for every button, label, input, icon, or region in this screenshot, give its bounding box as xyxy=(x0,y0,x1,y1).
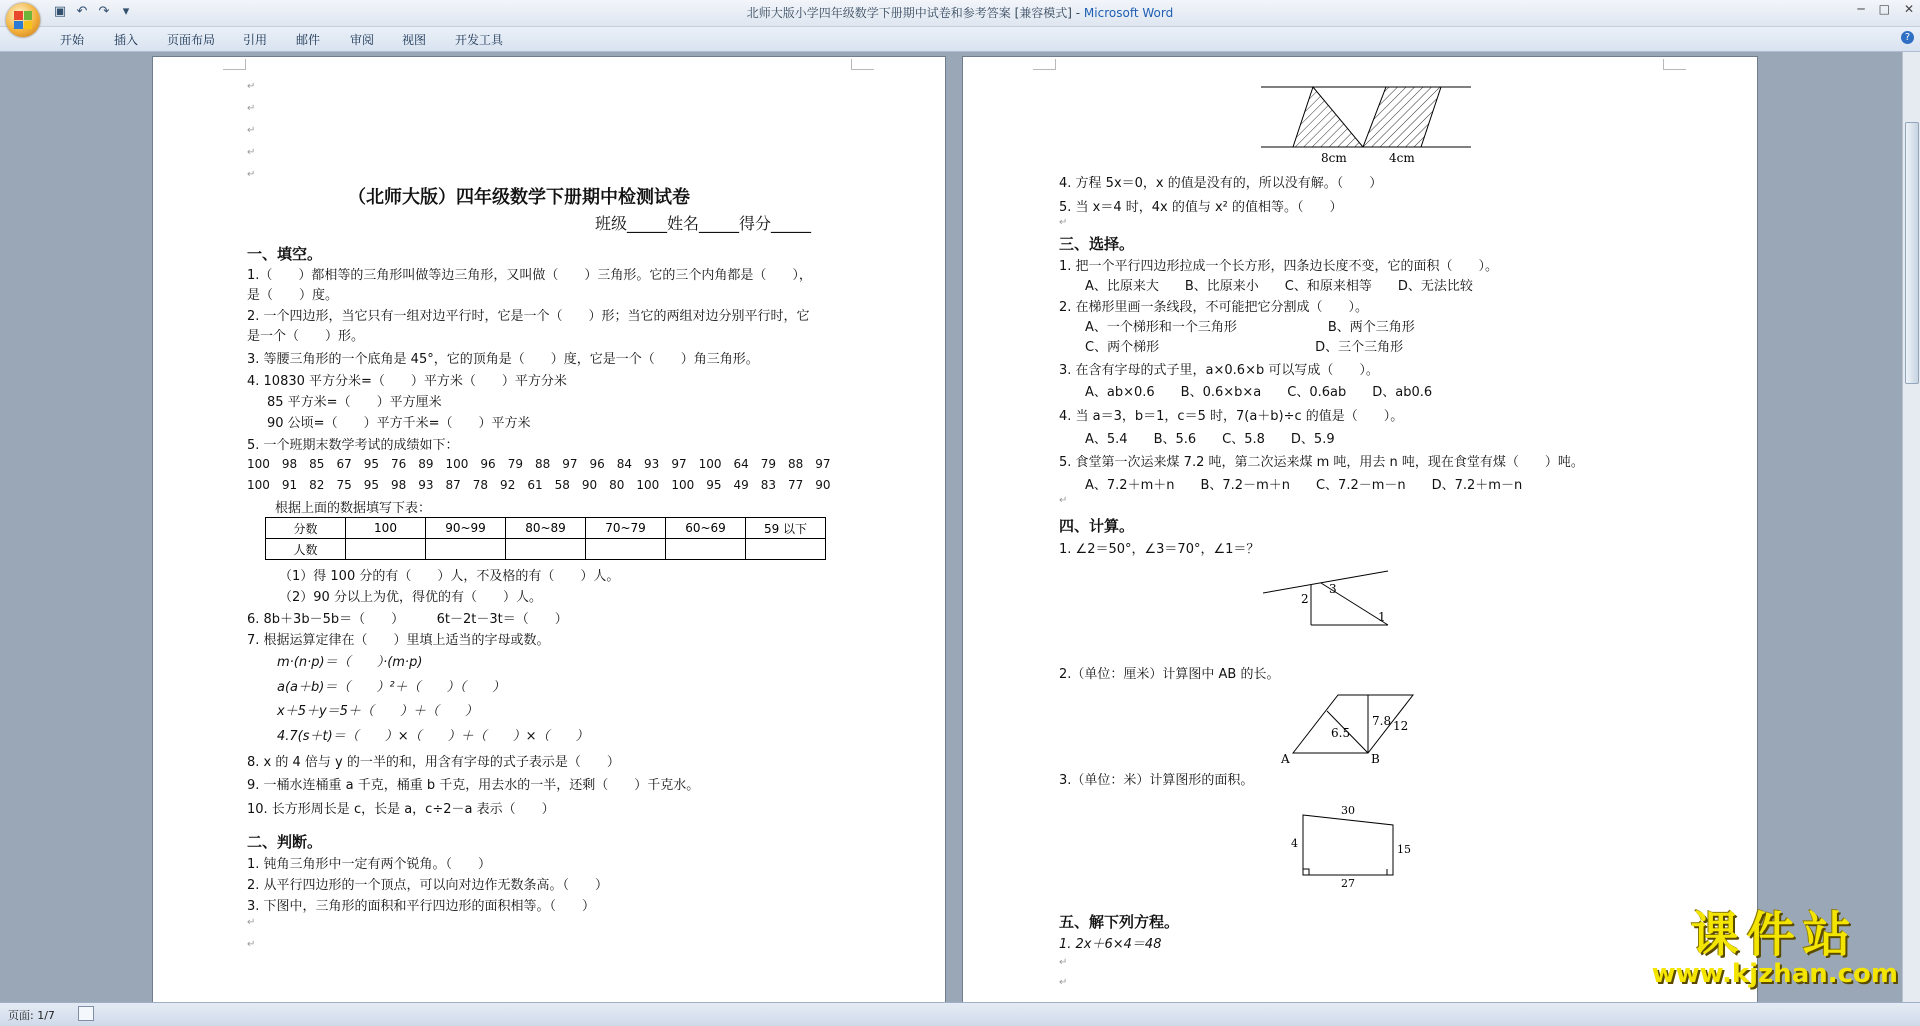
document-page-2[interactable]: 8cm 4cm 4. 方程 5x＝0，x 的值是没有的，所以没有解。（ ） 5. 当 x＝4 时，4x 的值与 x² 的值相等。（ ） ↵ 三、选择。 1. 把一个平行四边形拉成一个长方形，四条边长度不变，它的面积（ ）。 A、比原来大 B、比原来小 C、和原来相等 D、无法比较 2. 在梯形里画一条线段，不可能把它分割成（ ）。 A、一个梯形和一个三角形 B、两个三角形 C、两个梯形 D、三个三角形 3. 在含有字母的式子里，a×0.6×b 可以写成（ ）。 A、ab×0.6 B、0.6×b×a C、0.6ab D、ab0.6 4. 当 a＝3，b＝1，c＝5 时，7(a＋b)÷c 的值是（ ）。 A、5.4 B、5.6 C、5.8 D、5.9 5. 食堂第一次运来煤 7.2 吨，第二次运来煤 m 吨，用去 n 吨，现在食堂有煤（ ）吨。 A、7.2＋m＋n B、7.2－m＋n C、7.2－m－n D、7.2＋m－n ↵ 四、计算。 1. ∠2＝50°，∠3＝70°，∠1＝？ 2 3 1 2.（单位：厘米）计算图中 AB 的长。 7.8 6.5 12 A B 3.（单位：米）计算图形的面积。 30 4 15 27 五、解下列方程。 1. 2x＋6×4＝48 ↵ ↵ xyxy=(962,56,1758,1002)
section-true-false: 二、判断。 xyxy=(247,831,322,852)
scrollbar-thumb[interactable] xyxy=(1905,122,1919,384)
window-controls xyxy=(1857,2,1914,16)
figure-label: 8cm xyxy=(1321,151,1347,165)
question-text: 5. 当 x＝4 时，4x 的值与 x² 的值相等。（ ） xyxy=(1059,196,1343,215)
office-button[interactable] xyxy=(6,3,40,37)
help-icon[interactable]: ? xyxy=(1901,31,1914,44)
table-cell: 59 以下 xyxy=(746,518,826,539)
ribbon-tabs xyxy=(0,27,1920,52)
tab-page-layout[interactable]: 页面布局 xyxy=(167,31,215,48)
question-text: 4. 10830 平方分米=（ ）平方米（ ）平方分米 xyxy=(247,370,567,389)
formula-line: 4.7(s＋t)＝（ ）×（ ）＋（ ）×（ ） xyxy=(277,725,588,744)
question-text: 1.（ ）都相等的三角形叫做等边三角形，又叫做（ ）三角形。它的三个内角都是（ ）， xyxy=(247,264,812,283)
question-text: 2.（单位：厘米）计算图中 AB 的长。 xyxy=(1059,663,1279,682)
status-bar xyxy=(0,1002,1920,1026)
title-bar xyxy=(0,0,1920,27)
question-text: 3. 在含有字母的式子里，a×0.6×b 可以写成（ ）。 xyxy=(1059,359,1379,378)
table-cell: 分数 xyxy=(266,518,346,539)
question-text: （1）得 100 分的有（ ）人，不及格的有（ ）人。 xyxy=(279,565,619,584)
document-workspace xyxy=(0,52,1903,1002)
question-text: 9. 一桶水连桶重 a 千克，桶重 b 千克，用去水的一半，还剩（ ）千克水。 xyxy=(247,774,699,793)
question-text: 2. 一个四边形，当它只有一组对边平行时，它是一个（ ）形；当它的两组对边分别平行时，它 xyxy=(247,305,810,324)
side-label: 30 xyxy=(1341,804,1355,817)
parallelogram-ab-figure xyxy=(1273,683,1423,765)
question-text: 2. 在梯形里画一条线段，不可能把它分割成（ ）。 xyxy=(1059,296,1368,315)
angle-figure xyxy=(1263,563,1393,633)
table-cell: 80~89 xyxy=(506,518,586,539)
tab-home[interactable]: 开始 xyxy=(60,31,84,48)
table-cell: 90~99 xyxy=(426,518,506,539)
score-list: 100 91 82 75 95 98 93 87 78 92 61 58 90 80 100 100 95 49 83 77 90 xyxy=(247,476,831,493)
choice-options: A、7.2＋m＋n B、7.2－m＋n C、7.2－m－n D、7.2＋m－n xyxy=(1085,474,1522,493)
redo-icon[interactable]: ↷ xyxy=(96,4,112,20)
table-cell xyxy=(586,539,666,560)
choice-options: A、一个梯形和一个三角形 B、两个三角形 xyxy=(1085,316,1415,335)
table-row xyxy=(266,539,826,560)
save-icon[interactable]: ▣ xyxy=(52,4,68,20)
tab-developer[interactable]: 开发工具 xyxy=(455,31,503,48)
length-label: 6.5 xyxy=(1331,726,1350,740)
document-page-1[interactable]: ↵ ↵ ↵ ↵ ↵ （北师大版）四年级数学下册期中检测试卷 班级_____姓名_____得分_____ 一、填空。 1.（ ）都相等的三角形叫做等边三角形，又叫做（ ）三角形。它的三个内角都是（ ）， 是（ ）度。 2. 一个四边形，当它只有一组对边平行时，它是一个（ ）形；当它的两组对边分别平行时，它 是一个（ ）形。 3. 等腰三角形的一个底角是 45°，它的顶角是（ ）度，它是一个（ ）角三角形。 4. 10830 平方分米=（ ）平方米（ ）平方分米 85 平方米=（ ）平方厘米 90 公顷=（ ）平方千米=（ ）平方米 5. 一个班期末数学考试的成绩如下： 100 98 85 67 95 76 89 100 96 79 88 97 96 84 93 97 100 64 79 88 97 100 91 82 75 95 98 93 87 78 92 61 58 90 80 100 100 95 49 83 77 90 根据上面的数据填写下表： 分数 100 90~99 80~89 70~79 60~69 59 以下 人数 （1）得 100 分的有（ ）人，不及格的有（ ）人。 （2）90 分以上为优，得优的有（ ）人。 6. 8b＋3b－5b＝（ ） 6t－2t－3t＝（ ） 7. 根据运算定律在（ ）里填上适当的字母或数。 m·(n·p)＝（ ）·(m·p) a(a＋b)＝（ ）²＋（ ）（ ） x＋5＋y＝5＋（ ）＋（ ） 4.7(s＋t)＝（ ）×（ ）＋（ ）×（ ） 8. x 的 4 倍与 y 的一半的和，用含有字母的式子表示是（ ） 9. 一桶水连桶重 a 千克，桶重 b 千克，用去水的一半，还剩（ ）千克水。 10. 长方形周长是 c，长是 a，c÷2－a 表示（ ） 二、判断。 1. 钝角三角形中一定有两个锐角。（ ） 2. 从平行四边形的一个顶点，可以向对边作无数条高。（ ） 3. 下图中，三角形的面积和平行四边形的面积相等。（ ） ↵ ↵ xyxy=(152,56,946,1002)
tab-mailings[interactable]: 邮件 xyxy=(296,31,320,48)
table-row xyxy=(266,518,826,539)
table-cell xyxy=(346,539,426,560)
page-count[interactable]: 页面: 1/7 xyxy=(8,1007,55,1023)
section-calculation: 四、计算。 xyxy=(1059,515,1134,536)
question-text: 85 平方米=（ ）平方厘米 xyxy=(267,391,442,410)
choice-options: C、两个梯形 D、三个三角形 xyxy=(1085,336,1403,355)
table-cell xyxy=(746,539,826,560)
margin-corner xyxy=(223,59,246,70)
watermark-brand: 课件站 xyxy=(1652,896,1898,965)
section-multiple-choice: 三、选择。 xyxy=(1059,233,1134,254)
question-text: 1. 钝角三角形中一定有两个锐角。（ ） xyxy=(247,853,491,872)
score-table xyxy=(265,517,826,560)
table-cell: 人数 xyxy=(266,539,346,560)
question-text: 2. 从平行四边形的一个顶点，可以向对边作无数条高。（ ） xyxy=(247,874,608,893)
vertical-scrollbar[interactable] xyxy=(1902,52,1920,1002)
choice-options: A、比原来大 B、比原来小 C、和原来相等 D、无法比较 xyxy=(1085,275,1473,294)
table-cell: 100 xyxy=(346,518,426,539)
parallelogram-triangle-figure xyxy=(1261,79,1471,169)
table-cell: 60~69 xyxy=(666,518,746,539)
brand-watermark xyxy=(1652,896,1898,989)
formula-line: a(a＋b)＝（ ）²＋（ ）（ ） xyxy=(277,676,505,695)
question-text: 1. ∠2＝50°，∠3＝70°，∠1＝？ xyxy=(1059,538,1259,557)
angle-label: 3 xyxy=(1329,582,1337,596)
side-label: 4 xyxy=(1291,837,1298,850)
exam-title: （北师大版）四年级数学下册期中检测试卷 xyxy=(348,183,690,209)
table-cell xyxy=(666,539,746,560)
undo-icon[interactable]: ↶ xyxy=(74,4,90,20)
margin-corner xyxy=(1663,59,1686,70)
tab-insert[interactable]: 插入 xyxy=(114,31,138,48)
tab-review[interactable]: 审阅 xyxy=(350,31,374,48)
angle-label: 2 xyxy=(1301,592,1309,606)
trapezoid-figure xyxy=(1285,797,1415,889)
question-text: 是（ ）度。 xyxy=(247,284,338,303)
choice-options: A、5.4 B、5.6 C、5.8 D、5.9 xyxy=(1085,428,1335,447)
question-text: 5. 一个班期末数学考试的成绩如下： xyxy=(247,434,459,453)
question-text: 5. 食堂第一次运来煤 7.2 吨，第二次运来煤 m 吨，用去 n 吨，现在食堂有煤（ ）吨。 xyxy=(1059,451,1584,470)
question-text: 1. 把一个平行四边形拉成一个长方形，四条边长度不变，它的面积（ ）。 xyxy=(1059,255,1498,274)
close-button[interactable]: ✕ xyxy=(1904,2,1914,16)
question-text: 90 公顷=（ ）平方千米=（ ）平方米 xyxy=(267,412,530,431)
maximize-button[interactable]: □ xyxy=(1879,2,1890,16)
tab-view[interactable]: 视图 xyxy=(402,31,426,48)
question-text: 4. 当 a＝3，b＝1，c＝5 时，7(a＋b)÷c 的值是（ ）。 xyxy=(1059,405,1403,424)
choice-options: A、ab×0.6 B、0.6×b×a C、0.6ab D、ab0.6 xyxy=(1085,381,1432,400)
figure-label: 4cm xyxy=(1389,151,1415,165)
question-text: 6. 8b＋3b－5b＝（ ） 6t－2t－3t＝（ ） xyxy=(247,608,568,627)
section-fill-blank: 一、填空。 xyxy=(247,243,322,264)
question-text: 3.（单位：米）计算图形的面积。 xyxy=(1059,769,1253,788)
question-text: （2）90 分以上为优，得优的有（ ）人。 xyxy=(279,586,542,605)
tab-references[interactable]: 引用 xyxy=(243,31,267,48)
formula-line: x＋5＋y＝5＋（ ）＋（ ） xyxy=(277,700,478,719)
formula-line: m·(n·p)＝（ ）·(m·p) xyxy=(277,651,422,670)
equation-line: 1. 2x＋6×4＝48 xyxy=(1059,933,1161,952)
vertex-label: A xyxy=(1280,752,1290,765)
question-text: 10. 长方形周长是 c，长是 a，c÷2－a 表示（ ） xyxy=(247,798,555,817)
watermark-url: www.kjzhan.com xyxy=(1652,959,1898,989)
table-cell: 70~79 xyxy=(586,518,666,539)
student-info-line: 班级_____姓名_____得分_____ xyxy=(595,211,811,234)
margin-corner xyxy=(1033,59,1056,70)
customize-qat-icon[interactable]: ▾ xyxy=(118,4,134,20)
margin-corner xyxy=(851,59,874,70)
vertex-label: B xyxy=(1371,752,1380,765)
table-cell xyxy=(506,539,586,560)
office-logo-icon xyxy=(14,11,32,29)
side-label: 15 xyxy=(1397,843,1411,856)
angle-label: 1 xyxy=(1378,610,1386,624)
side-label: 27 xyxy=(1341,877,1355,889)
question-text: 4. 方程 5x＝0，x 的值是没有的，所以没有解。（ ） xyxy=(1059,172,1382,191)
window-title: 北师大版小学四年级数学下册期中试卷和参考答案 [兼容模式] - Microsoft Word xyxy=(0,4,1920,21)
table-cell xyxy=(426,539,506,560)
proofing-icon[interactable] xyxy=(78,1006,94,1021)
question-text: 3. 等腰三角形的一个底角是 45°，它的顶角是（ ）度，它是一个（ ）角三角形。 xyxy=(247,348,759,367)
length-label: 12 xyxy=(1393,719,1408,733)
question-text: 7. 根据运算定律在（ ）里填上适当的字母或数。 xyxy=(247,629,550,648)
question-text: 根据上面的数据填写下表： xyxy=(275,497,431,516)
minimize-button[interactable]: ─ xyxy=(1857,2,1864,16)
question-text: 3. 下图中，三角形的面积和平行四边形的面积相等。（ ） xyxy=(247,895,595,914)
question-text: 8. x 的 4 倍与 y 的一半的和，用含有字母的式子表示是（ ） xyxy=(247,751,620,770)
score-list: 100 98 85 67 95 76 89 100 96 79 88 97 96 84 93 97 100 64 79 88 97 xyxy=(247,455,831,472)
section-equations: 五、解下列方程。 xyxy=(1059,911,1179,932)
length-label: 7.8 xyxy=(1372,714,1391,728)
question-text: 是一个（ ）形。 xyxy=(247,325,364,344)
